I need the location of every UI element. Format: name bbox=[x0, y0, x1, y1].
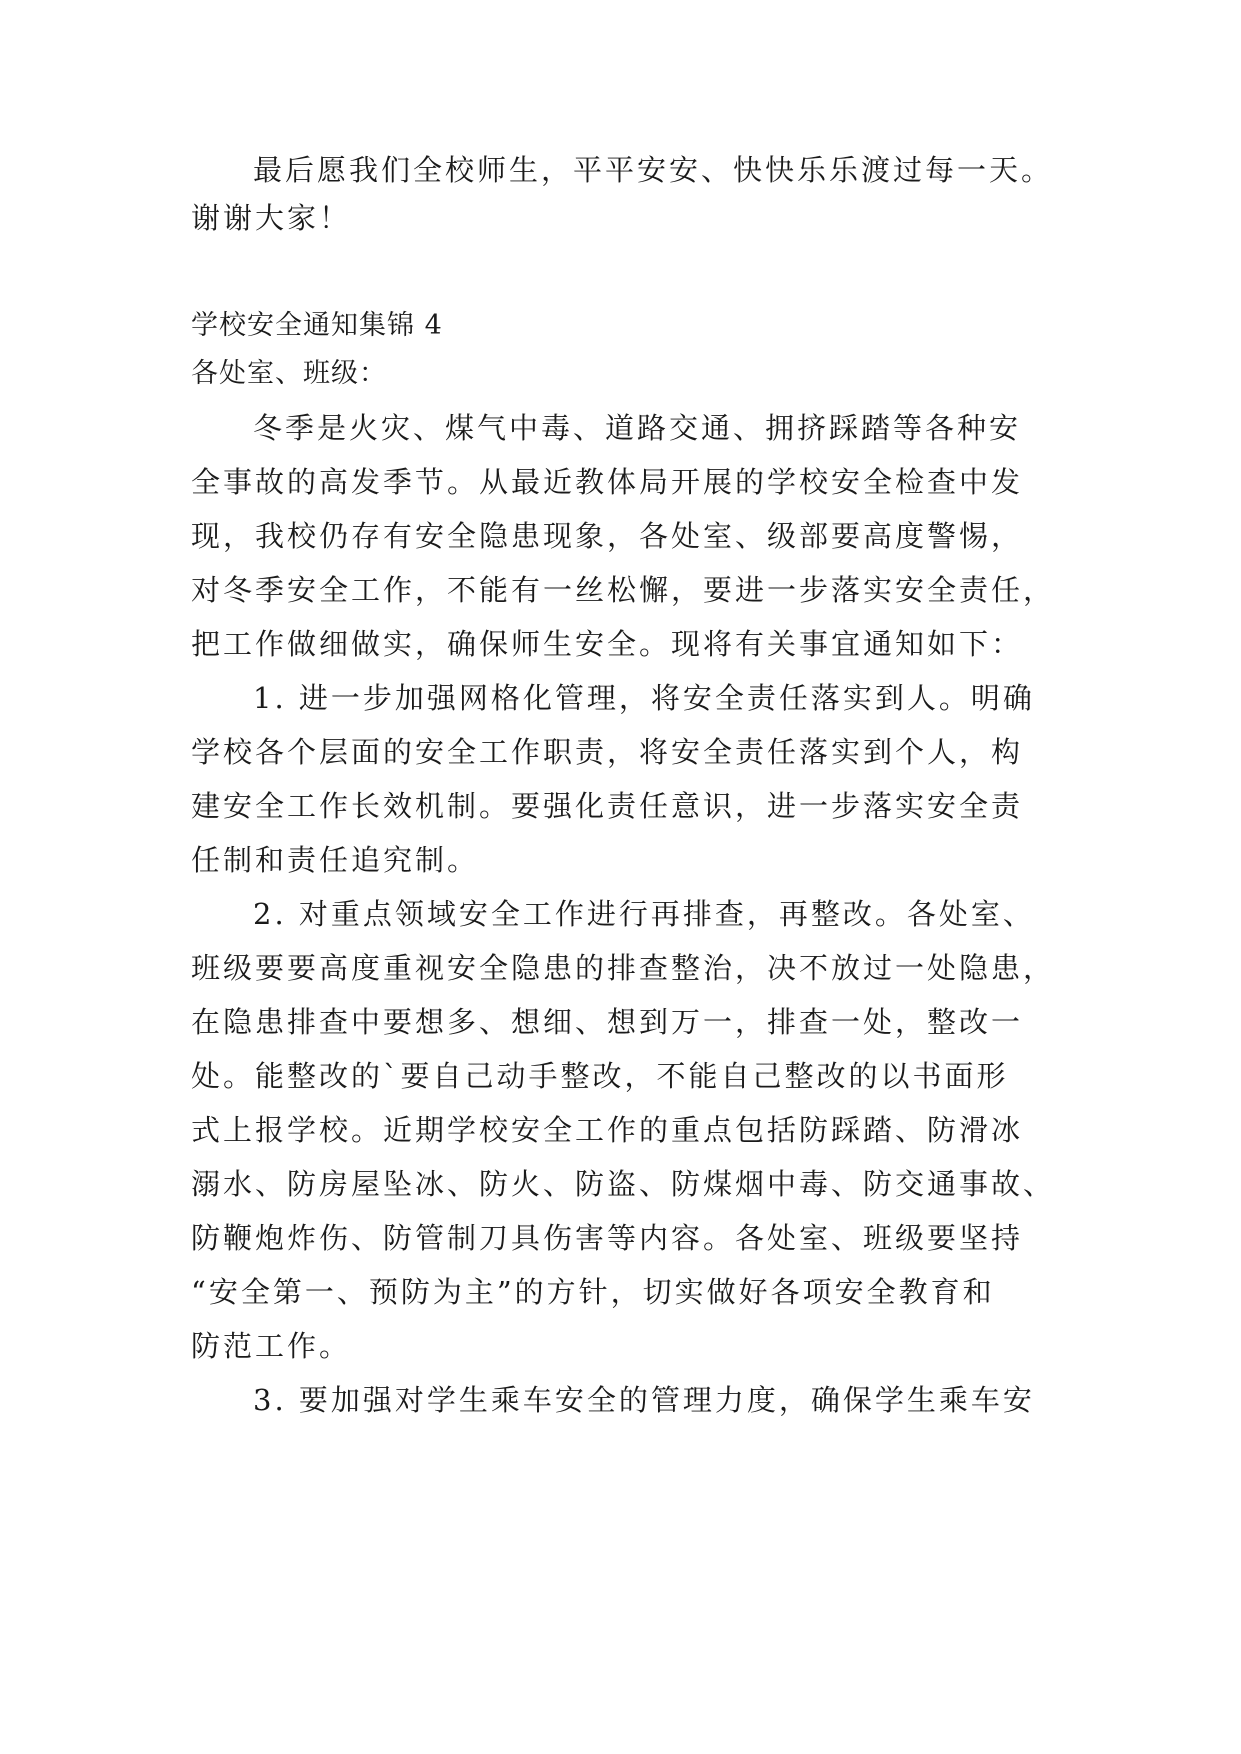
item2-line-2: 班级要要高度重视安全隐患的排查整治，决不放过一处隐患， bbox=[191, 951, 1056, 985]
salutation: 各处室、班级： bbox=[191, 358, 387, 389]
item1-line-2: 学校各个层面的安全工作职责，将安全责任落实到个人，构 bbox=[191, 735, 1024, 769]
intro-line-2: 全事故的高发季节。从最近教体局开展的学校安全检查中发 bbox=[191, 465, 1024, 499]
item2-line-1: 2. 对重点领域安全工作进行再排查，再整改。各处室、 bbox=[253, 897, 1035, 931]
item1-line-3: 建安全工作长效机制。要强化责任意识，进一步落实安全责 bbox=[191, 789, 1024, 823]
item2-line-5: 式上报学校。近期学校安全工作的重点包括防踩踏、防滑冰 bbox=[191, 1113, 1024, 1147]
item2-line-8: “安全第一、预防为主”的方针，切实做好各项安全教育和 bbox=[191, 1275, 995, 1309]
intro-line-5: 把工作做细做实，确保师生安全。现将有关事宜通知如下： bbox=[191, 627, 1024, 661]
section-title: 学校安全通知集锦 4 bbox=[191, 310, 443, 341]
closing-line-1: 最后愿我们全校师生，平平安安、快快乐乐渡过每一天。 bbox=[253, 153, 1054, 187]
item2-line-6: 溺水、防房屋坠冰、防火、防盗、防煤烟中毒、防交通事故、 bbox=[191, 1167, 1056, 1201]
intro-line-4: 对冬季安全工作，不能有一丝松懈，要进一步落实安全责任， bbox=[191, 573, 1056, 607]
intro-line-3: 现，我校仍存有安全隐患现象，各处室、级部要高度警惕， bbox=[191, 519, 1024, 553]
item1-line-1: 1. 进一步加强网格化管理，将安全责任落实到人。明确 bbox=[253, 681, 1035, 715]
closing-line-2: 谢谢大家！ bbox=[191, 201, 352, 235]
item2-line-3: 在隐患排查中要想多、想细、想到万一，排查一处，整改一 bbox=[191, 1005, 1024, 1039]
item1-line-4: 任制和责任追究制。 bbox=[191, 843, 480, 877]
item2-line-4: 处。能整改的`要自己动手整改，不能自己整改的以书面形 bbox=[191, 1059, 1009, 1093]
item3-line-1: 3. 要加强对学生乘车安全的管理力度，确保学生乘车安 bbox=[253, 1383, 1035, 1417]
intro-line-1: 冬季是火灾、煤气中毒、道路交通、拥挤踩踏等各种安 bbox=[253, 411, 1022, 445]
item2-line-9: 防范工作。 bbox=[191, 1329, 352, 1363]
item2-line-7: 防鞭炮炸伤、防管制刀具伤害等内容。各处室、班级要坚持 bbox=[191, 1221, 1024, 1255]
